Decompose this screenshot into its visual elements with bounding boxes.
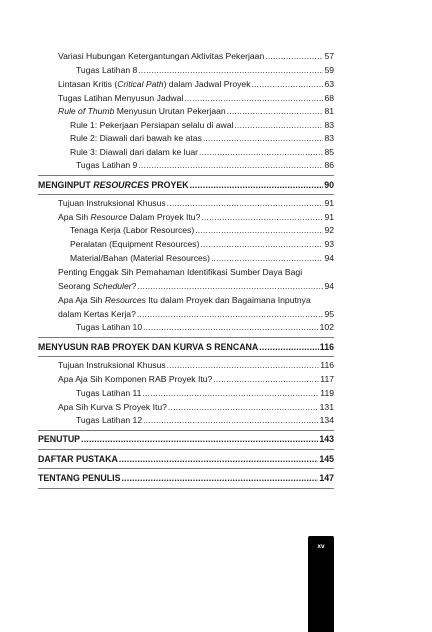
divider bbox=[38, 430, 334, 431]
divider bbox=[38, 175, 334, 176]
toc-entry[interactable] bbox=[76, 321, 334, 334]
toc-chapter-label: MENGINPUT RESOURCES PROYEK bbox=[38, 180, 189, 190]
toc-entry-label: Rule 1: Pekerjaan Persiapan selalu di awal bbox=[70, 120, 234, 130]
toc-entry-label: Rule 3: Diawali dari dalam ke luar bbox=[70, 147, 199, 157]
leader-dots bbox=[142, 387, 319, 400]
toc-entry-page: 119 bbox=[320, 388, 334, 398]
leader-dots bbox=[203, 132, 324, 145]
toc-entry-label: Penting Enggak Sih Pemahaman Identifikasi Sumber Daya Bagi bbox=[58, 267, 303, 277]
leader-dots bbox=[167, 359, 320, 372]
leader-dots bbox=[143, 414, 319, 427]
toc-entry-label: Tenaga Kerja (Labor Resources) bbox=[70, 225, 195, 235]
toc-entry[interactable] bbox=[76, 64, 334, 77]
leader-dots bbox=[265, 50, 323, 63]
leader-dots bbox=[213, 373, 319, 386]
toc-entry-label: Material/Bahan (Material Resources) bbox=[70, 253, 210, 263]
toc-entry-page: 63 bbox=[324, 79, 334, 89]
leader-dots bbox=[200, 238, 323, 251]
toc-entry-page: 91 bbox=[324, 198, 334, 208]
leader-dots bbox=[138, 64, 323, 77]
toc-entry-label: Apa Aja Sih Komponen RAB Proyek Itu? bbox=[58, 374, 213, 384]
leader-dots bbox=[259, 341, 319, 354]
toc-entry-page: 102 bbox=[319, 322, 334, 332]
toc-entry-page: 116 bbox=[320, 360, 334, 370]
toc-entry-label: Lintasan Kritis (Critical Path) dalam Jadwal Proyek bbox=[58, 79, 251, 89]
toc-entry-page: 86 bbox=[324, 160, 334, 170]
divider bbox=[38, 194, 334, 195]
toc-entry-label: Apa Sih Kurva S Proyek Itu? bbox=[58, 402, 167, 412]
toc-chapter[interactable] bbox=[38, 179, 334, 192]
leader-dots bbox=[199, 146, 323, 159]
toc-entry-label: Apa Aja Sih Resources Itu dalam Proyek dan Bagaimana Inputnya bbox=[58, 295, 311, 305]
toc-entry-page: 117 bbox=[320, 374, 334, 384]
leader-dots bbox=[190, 179, 324, 192]
toc-entry-label: Variasi Hubungan Ketergantungan Aktivitas Pekerjaan bbox=[58, 51, 265, 61]
toc-entry[interactable] bbox=[58, 280, 334, 293]
toc-entry[interactable] bbox=[70, 238, 334, 251]
toc-entry-page: 68 bbox=[324, 93, 334, 103]
divider bbox=[38, 488, 334, 489]
toc-entry-label: Tugas Latihan Menyusun Jadwal bbox=[58, 93, 184, 103]
toc-entry[interactable] bbox=[58, 373, 334, 386]
toc-entry-label: Tugas Latihan 12 bbox=[76, 415, 143, 425]
toc-entry-line1[interactable] bbox=[58, 294, 334, 307]
leader-dots bbox=[201, 211, 323, 224]
leader-dots bbox=[252, 78, 324, 91]
leader-dots bbox=[184, 92, 323, 105]
toc-entry-page: 95 bbox=[324, 309, 334, 319]
leader-dots bbox=[211, 252, 323, 265]
toc-entry[interactable] bbox=[58, 92, 334, 105]
leader-dots bbox=[137, 280, 323, 293]
toc-entry[interactable] bbox=[58, 359, 334, 372]
toc-entry-page: 94 bbox=[324, 281, 334, 291]
toc-entry-label: Apa Sih Resource Dalam Proyek Itu? bbox=[58, 212, 201, 222]
leader-dots bbox=[137, 308, 324, 321]
toc-entry-label: Tujuan Instruksional Khusus bbox=[58, 198, 166, 208]
toc-chapter[interactable] bbox=[38, 341, 334, 354]
divider bbox=[38, 449, 334, 450]
page-number: xv bbox=[317, 543, 325, 550]
toc-entry-label: Rule of Thumb Menyusun Urutan Pekerjaan bbox=[58, 106, 226, 116]
toc-entry-page: 85 bbox=[324, 147, 334, 157]
toc-entry-label: Tugas Latihan 9 bbox=[76, 160, 138, 170]
toc-entry[interactable] bbox=[70, 132, 334, 145]
toc-entry-label: Peralatan (Equipment Resources) bbox=[70, 239, 200, 249]
leader-dots bbox=[195, 224, 323, 237]
leader-dots bbox=[121, 472, 318, 485]
toc-entry[interactable] bbox=[76, 159, 334, 172]
toc-chapter-label: PENUTUP bbox=[38, 434, 81, 444]
toc-entry-page: 134 bbox=[319, 415, 334, 425]
divider bbox=[38, 356, 334, 357]
toc-chapter[interactable] bbox=[38, 433, 334, 446]
divider bbox=[38, 337, 334, 338]
leader-dots bbox=[168, 401, 319, 414]
toc-entry-page: 59 bbox=[324, 65, 334, 75]
toc-entry-page: 93 bbox=[324, 239, 334, 249]
toc-entry[interactable] bbox=[76, 414, 334, 427]
toc-entry-label: Tugas Latihan 8 bbox=[76, 65, 138, 75]
toc-entry[interactable] bbox=[58, 78, 334, 91]
toc-entry[interactable] bbox=[70, 146, 334, 159]
toc-chapter-page: 145 bbox=[319, 454, 334, 464]
leader-dots bbox=[138, 159, 323, 172]
toc-entry-page: 81 bbox=[324, 106, 334, 116]
toc-entry[interactable] bbox=[70, 224, 334, 237]
toc-entry-page: 83 bbox=[324, 120, 334, 130]
toc-entry-page: 131 bbox=[319, 402, 334, 412]
toc-chapter-page: 90 bbox=[324, 180, 334, 190]
toc-chapter-page: 116 bbox=[319, 342, 334, 352]
toc-entry[interactable] bbox=[58, 105, 334, 118]
leader-dots bbox=[81, 433, 318, 446]
leader-dots bbox=[227, 105, 324, 118]
toc-chapter-label: MENYUSUN RAB PROYEK DAN KURVA S RENCANA bbox=[38, 342, 259, 352]
leader-dots bbox=[167, 197, 324, 210]
toc-chapter[interactable] bbox=[38, 472, 334, 485]
toc-entry-label: Rule 2: Diawali dari bawah ke atas bbox=[70, 133, 202, 143]
toc-entry-label: Tujuan Instruksional Khusus bbox=[58, 360, 166, 370]
toc-entry-label: Tugas Latihan 10 bbox=[76, 322, 143, 332]
page-number-tab bbox=[308, 536, 334, 632]
toc-entry[interactable] bbox=[58, 211, 334, 224]
divider bbox=[38, 468, 334, 469]
leader-dots bbox=[143, 321, 319, 334]
toc-entry-page: 94 bbox=[324, 253, 334, 263]
toc-entry-label: dalam Kertas Kerja? bbox=[58, 309, 136, 319]
toc-entry[interactable] bbox=[70, 252, 334, 265]
toc-entry[interactable] bbox=[58, 50, 334, 63]
leader-dots bbox=[119, 453, 318, 466]
toc-entry-label: Seorang Scheduler? bbox=[58, 281, 137, 291]
toc-entry[interactable] bbox=[58, 401, 334, 414]
toc-entry[interactable] bbox=[58, 197, 334, 210]
toc-chapter-page: 143 bbox=[319, 434, 334, 444]
toc-chapter-page: 147 bbox=[319, 473, 334, 483]
toc-entry[interactable] bbox=[58, 308, 334, 321]
toc-entry[interactable] bbox=[70, 119, 334, 132]
toc-entry-page: 92 bbox=[324, 225, 334, 235]
toc-entry-page: 91 bbox=[324, 212, 334, 222]
toc-chapter-label: TENTANG PENULIS bbox=[38, 473, 121, 483]
toc-entry[interactable] bbox=[76, 387, 334, 400]
toc-entry-page: 83 bbox=[324, 133, 334, 143]
toc-entry-label: Tugas Latihan 11 bbox=[76, 388, 142, 398]
toc-chapter[interactable] bbox=[38, 453, 334, 466]
toc-entry-line1[interactable] bbox=[58, 266, 334, 279]
leader-dots bbox=[234, 119, 323, 132]
toc-entry-page: 57 bbox=[324, 51, 334, 61]
toc-chapter-label: DAFTAR PUSTAKA bbox=[38, 454, 118, 464]
